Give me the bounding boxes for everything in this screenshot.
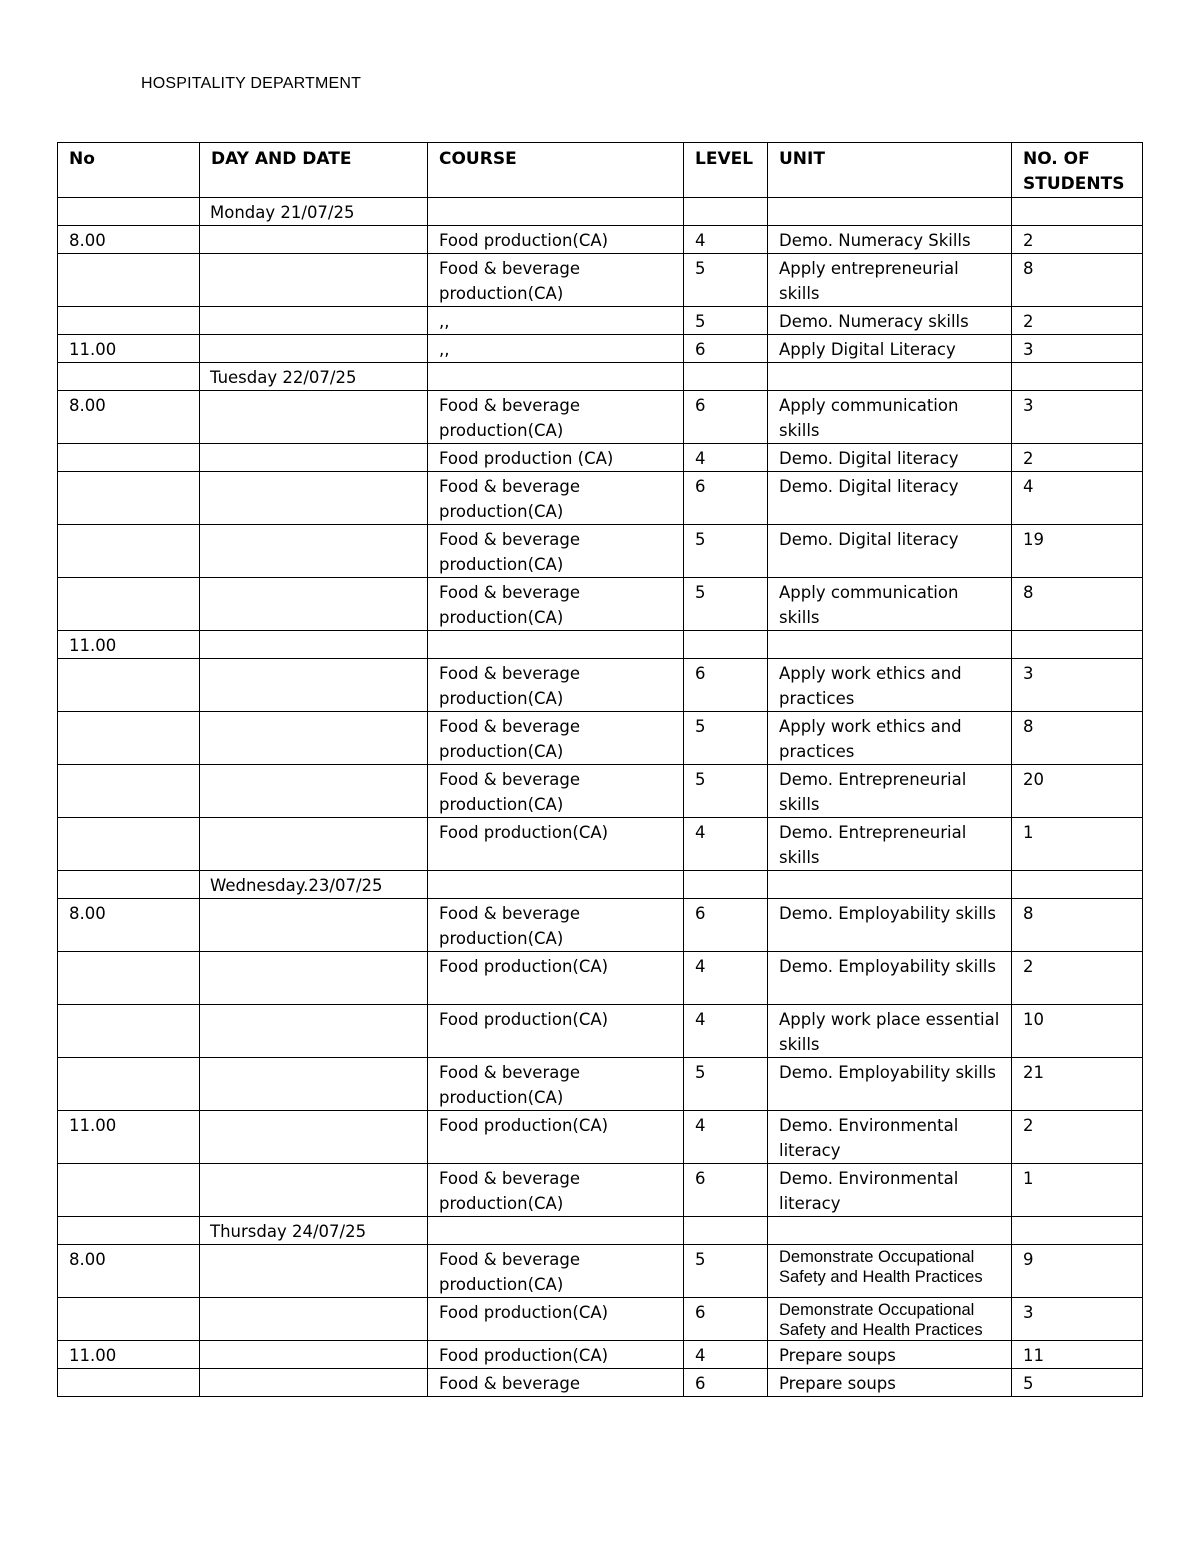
cell-no-of-students: 11 [1012,1341,1143,1369]
cell-level: 6 [684,659,768,712]
cell-level: 5 [684,307,768,335]
table-row [58,1298,1143,1341]
cell-course: Food & beverage production(CA) [428,899,684,952]
cell-no [58,525,200,578]
cell-no-of-students: 21 [1012,1058,1143,1111]
cell-no [58,198,200,226]
cell-unit [768,198,1012,226]
cell-day-and-date [200,472,428,525]
cell-level: 4 [684,1111,768,1164]
header-level: LEVEL [684,143,768,198]
cell-no [58,712,200,765]
cell-no: 8.00 [58,1245,200,1298]
table-header-row [58,143,1143,198]
cell-course [428,871,684,899]
cell-day-and-date [200,631,428,659]
table-row [58,525,1143,578]
cell-unit: Demo. Employability skills [768,952,1012,1005]
cell-course: Food production(CA) [428,952,684,1005]
cell-no [58,578,200,631]
cell-unit: Prepare soups [768,1341,1012,1369]
table-row [58,1058,1143,1111]
cell-day-and-date [200,578,428,631]
cell-day-and-date [200,1111,428,1164]
cell-level: 5 [684,765,768,818]
cell-no [58,659,200,712]
cell-no-of-students [1012,631,1143,659]
cell-unit: Apply communication skills [768,391,1012,444]
cell-level: 5 [684,254,768,307]
cell-unit: Demo. Numeracy Skills [768,226,1012,254]
cell-day-and-date [200,444,428,472]
cell-day-and-date [200,525,428,578]
table-row [58,1111,1143,1164]
cell-course: Food & beverage production(CA) [428,525,684,578]
document-title: HOSPITALITY DEPARTMENT [141,75,362,92]
cell-day-and-date [200,254,428,307]
cell-no-of-students [1012,871,1143,899]
cell-day-and-date [200,307,428,335]
cell-day-and-date: Thursday 24/07/25 [200,1217,428,1245]
cell-day-and-date: Wednesday.23/07/25 [200,871,428,899]
cell-no-of-students: 4 [1012,472,1143,525]
cell-no-of-students: 8 [1012,712,1143,765]
cell-level [684,1217,768,1245]
cell-no-of-students: 8 [1012,254,1143,307]
header-course: COURSE [428,143,684,198]
cell-unit: Demo. Digital literacy [768,525,1012,578]
cell-course [428,1217,684,1245]
cell-no [58,1369,200,1397]
cell-no: 11.00 [58,1111,200,1164]
cell-unit: Demo. Environmental literacy [768,1164,1012,1217]
cell-course: Food production(CA) [428,818,684,871]
cell-no [58,1058,200,1111]
table-row [58,631,1143,659]
cell-no-of-students: 3 [1012,335,1143,363]
cell-no [58,1217,200,1245]
cell-level: 5 [684,1245,768,1298]
cell-no [58,1005,200,1058]
cell-level: 6 [684,1369,768,1397]
table-row [58,712,1143,765]
cell-no-of-students: 19 [1012,525,1143,578]
table-row [58,659,1143,712]
cell-no: 11.00 [58,1341,200,1369]
cell-day-and-date [200,712,428,765]
cell-no-of-students: 1 [1012,1164,1143,1217]
cell-course: ,, [428,335,684,363]
cell-unit: Demo. Entrepreneurial skills [768,818,1012,871]
header-day-and-date: DAY AND DATE [200,143,428,198]
cell-level: 4 [684,952,768,1005]
cell-level: 6 [684,391,768,444]
cell-level: 4 [684,444,768,472]
cell-day-and-date [200,952,428,1005]
table-row [58,363,1143,391]
cell-no-of-students: 5 [1012,1369,1143,1397]
cell-level [684,871,768,899]
cell-unit [768,1217,1012,1245]
cell-unit: Apply work ethics and practices [768,712,1012,765]
cell-no-of-students: 3 [1012,391,1143,444]
header-no: No [58,143,200,198]
cell-level [684,363,768,391]
cell-course: Food production(CA) [428,1341,684,1369]
cell-no [58,818,200,871]
cell-course: Food production(CA) [428,1298,684,1341]
cell-level: 5 [684,1058,768,1111]
cell-level: 6 [684,1298,768,1341]
table-row [58,578,1143,631]
cell-no-of-students: 8 [1012,578,1143,631]
schedule-body [58,198,1143,1397]
cell-course: Food & beverage [428,1369,684,1397]
cell-no-of-students: 20 [1012,765,1143,818]
cell-day-and-date [200,1164,428,1217]
cell-no-of-students: 1 [1012,818,1143,871]
cell-course: Food production(CA) [428,1005,684,1058]
table-row [58,818,1143,871]
cell-unit: Apply entrepreneurial skills [768,254,1012,307]
cell-no-of-students: 8 [1012,899,1143,952]
cell-level: 6 [684,472,768,525]
cell-day-and-date [200,1298,428,1341]
table-row [58,1341,1143,1369]
table-row [58,307,1143,335]
cell-unit: Demo. Numeracy skills [768,307,1012,335]
cell-no-of-students [1012,198,1143,226]
cell-no-of-students: 3 [1012,659,1143,712]
cell-unit: Demo. Environmental literacy [768,1111,1012,1164]
cell-day-and-date [200,659,428,712]
table-row [58,1164,1143,1217]
cell-unit: Demo. Employability skills [768,899,1012,952]
table-row [58,1245,1143,1298]
cell-day-and-date [200,1058,428,1111]
cell-level: 6 [684,899,768,952]
table-row [58,226,1143,254]
table-row [58,472,1143,525]
cell-unit [768,363,1012,391]
cell-no-of-students: 2 [1012,1111,1143,1164]
table-row [58,871,1143,899]
cell-course: Food production(CA) [428,226,684,254]
cell-course: Food & beverage production(CA) [428,1245,684,1298]
cell-day-and-date: Monday 21/07/25 [200,198,428,226]
cell-no [58,871,200,899]
cell-course: Food & beverage production(CA) [428,659,684,712]
schedule-table [57,142,1143,1397]
cell-no [58,952,200,1005]
cell-level: 4 [684,818,768,871]
cell-course [428,198,684,226]
cell-unit: Demonstrate Occupational Safety and Health Practices [768,1245,1012,1298]
cell-course: Food production(CA) [428,1111,684,1164]
cell-day-and-date [200,1245,428,1298]
cell-level: 4 [684,1341,768,1369]
cell-unit [768,871,1012,899]
cell-day-and-date [200,765,428,818]
cell-day-and-date [200,226,428,254]
cell-course: Food & beverage production(CA) [428,472,684,525]
cell-course: Food & beverage production(CA) [428,254,684,307]
cell-no: 11.00 [58,631,200,659]
cell-no [58,765,200,818]
table-row [58,952,1143,1005]
cell-no: 11.00 [58,335,200,363]
cell-level: 6 [684,1164,768,1217]
cell-unit [768,631,1012,659]
cell-course: Food & beverage production(CA) [428,391,684,444]
table-row [58,1005,1143,1058]
cell-unit: Demonstrate Occupational Safety and Health Practices [768,1298,1012,1341]
cell-no-of-students: 3 [1012,1298,1143,1341]
cell-level [684,631,768,659]
cell-day-and-date [200,1341,428,1369]
cell-level [684,198,768,226]
cell-unit: Apply Digital Literacy [768,335,1012,363]
cell-no-of-students [1012,363,1143,391]
table-row [58,254,1143,307]
table-row [58,1369,1143,1397]
cell-level: 5 [684,712,768,765]
cell-level: 6 [684,335,768,363]
cell-no [58,307,200,335]
table-row [58,391,1143,444]
cell-course: Food & beverage production(CA) [428,1164,684,1217]
table-row [58,899,1143,952]
cell-unit: Demo. Digital literacy [768,472,1012,525]
cell-no [58,472,200,525]
cell-unit: Demo. Employability skills [768,1058,1012,1111]
cell-no [58,1164,200,1217]
cell-no [58,1298,200,1341]
cell-day-and-date [200,1369,428,1397]
cell-day-and-date [200,818,428,871]
cell-no: 8.00 [58,899,200,952]
cell-unit: Apply work ethics and practices [768,659,1012,712]
cell-no: 8.00 [58,226,200,254]
cell-course [428,631,684,659]
cell-course: Food production (CA) [428,444,684,472]
cell-unit: Prepare soups [768,1369,1012,1397]
cell-no [58,363,200,391]
cell-day-and-date [200,391,428,444]
header-no-of-students: NO. OF STUDENTS [1012,143,1143,198]
cell-level: 5 [684,525,768,578]
cell-course: ,, [428,307,684,335]
cell-course [428,363,684,391]
cell-no-of-students: 2 [1012,226,1143,254]
cell-course: Food & beverage production(CA) [428,1058,684,1111]
cell-level: 4 [684,1005,768,1058]
cell-no-of-students: 2 [1012,444,1143,472]
cell-unit: Demo. Entrepreneurial skills [768,765,1012,818]
table-row [58,1217,1143,1245]
table-row [58,765,1143,818]
cell-day-and-date [200,335,428,363]
cell-course: Food & beverage production(CA) [428,765,684,818]
header-unit: UNIT [768,143,1012,198]
cell-no-of-students [1012,1217,1143,1245]
cell-day-and-date [200,1005,428,1058]
cell-no-of-students: 2 [1012,952,1143,1005]
cell-no: 8.00 [58,391,200,444]
cell-level: 5 [684,578,768,631]
cell-day-and-date [200,899,428,952]
table-row [58,444,1143,472]
cell-course: Food & beverage production(CA) [428,578,684,631]
cell-no [58,444,200,472]
cell-unit: Apply communication skills [768,578,1012,631]
cell-day-and-date: Tuesday 22/07/25 [200,363,428,391]
table-row [58,198,1143,226]
cell-no-of-students: 2 [1012,307,1143,335]
cell-no [58,254,200,307]
cell-unit: Apply work place essential skills [768,1005,1012,1058]
cell-unit: Demo. Digital literacy [768,444,1012,472]
cell-level: 4 [684,226,768,254]
cell-no-of-students: 9 [1012,1245,1143,1298]
cell-no-of-students: 10 [1012,1005,1143,1058]
cell-course: Food & beverage production(CA) [428,712,684,765]
table-row [58,335,1143,363]
